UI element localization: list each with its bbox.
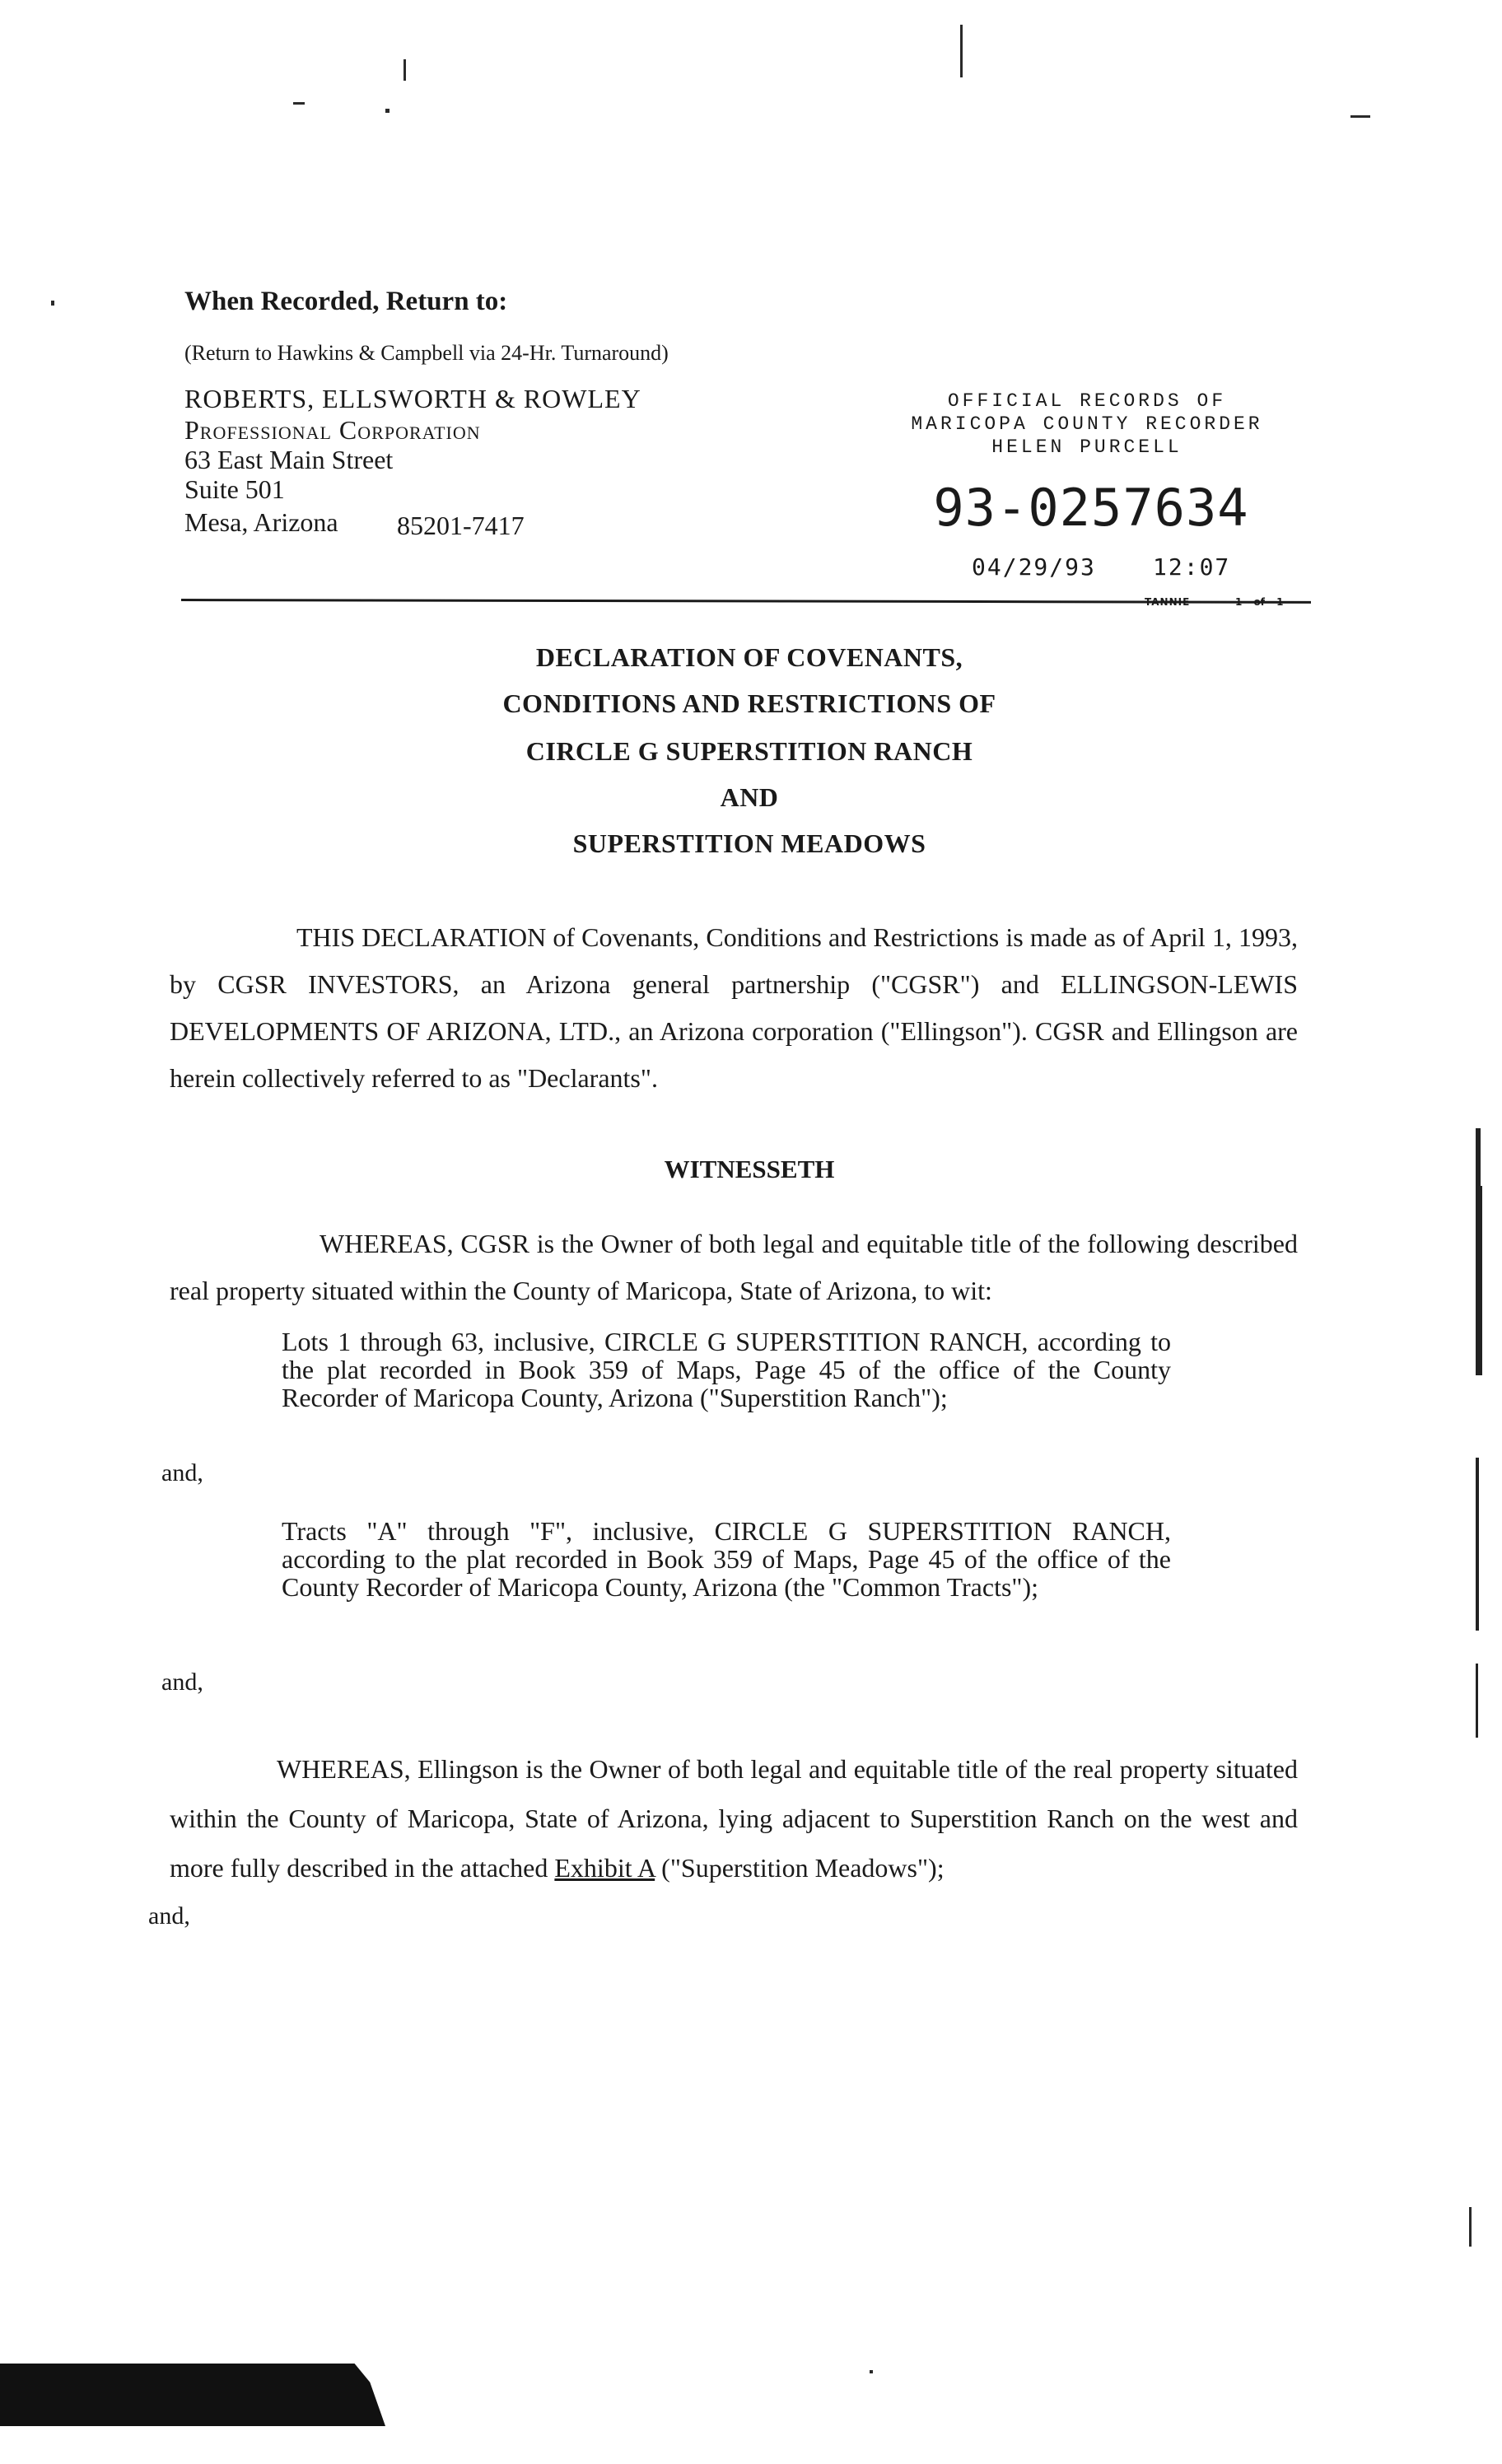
recorder-stamp-line-2: MARICOPA COUNTY RECORDER (911, 413, 1263, 435)
scan-edge-mark (1476, 1664, 1478, 1738)
whereas-ellingson-text: WHEREAS, Ellingson is the Owner of both legal and equitable title of the real property situated within the County of Maricopa, State of Arizona, lying adjacent to Superstition Ranch on the west and more fully described in the attached (170, 1754, 1298, 1883)
tracts-description: Tracts "A" through "F", inclusive, CIRCLE G SUPERSTITION RANCH, according to the plat recorded in Book 359 of Maps, Page 45 of the office of the County Recorder of Maricopa County, Arizona (the "Common Tracts"); (282, 1516, 1171, 1602)
recording-number: 93-0257634 (933, 478, 1249, 538)
exhibit-a-reference: Exhibit A (554, 1853, 655, 1883)
title-line-2: CONDITIONS AND RESTRICTIONS OF (502, 688, 996, 718)
scan-mark (385, 109, 389, 113)
recorder-stamp-line-3: HELEN PURCELL (991, 436, 1182, 458)
whereas-ellingson-suffix: ("Superstition Meadows"); (655, 1853, 945, 1883)
title-line-4: AND (720, 782, 779, 812)
header-divider (181, 599, 1311, 604)
witnesseth-heading: WITNESSETH (664, 1155, 835, 1183)
suite-line: Suite 501 (184, 474, 285, 504)
whereas-cgsr-paragraph: WHEREAS, CGSR is the Owner of both legal and equitable title of the following described real property situated within the County of Maricopa, State of Arizona, to wit: (170, 1229, 1298, 1305)
and-connector: and, (148, 1902, 190, 1930)
return-to-heading: When Recorded, Return to: (184, 287, 508, 316)
recording-time: 12:07 (1153, 553, 1231, 581)
firm-name: ROBERTS, ELLSWORTH & ROWLEY (184, 384, 641, 413)
title-line-1: DECLARATION OF COVENANTS, (535, 642, 963, 672)
whereas-ellingson-paragraph (170, 1744, 1298, 1892)
zip-code: 85201-7417 (397, 511, 525, 540)
title-line-5: SUPERSTITION MEADOWS (572, 828, 926, 858)
and-connector: and, (161, 1459, 203, 1486)
return-note: (Return to Hawkins & Campbell via 24-Hr. Turnaround) (184, 341, 669, 365)
scan-edge-mark (1476, 1186, 1482, 1375)
scan-edge-blot (0, 2364, 385, 2426)
scan-mark (1350, 115, 1370, 118)
city-state: Mesa, Arizona (184, 507, 338, 537)
title-line-3: CIRCLE G SUPERSTITION RANCH (525, 736, 973, 766)
scan-mark (293, 102, 305, 105)
scan-mark (1469, 2207, 1472, 2247)
corporation-line: Professional Corporation (184, 415, 481, 445)
and-connector: and, (161, 1668, 203, 1696)
recorder-stamp-line-1: OFFICIAL RECORDS OF (947, 390, 1227, 412)
scan-mark (960, 25, 963, 77)
recording-date: 04/29/93 (972, 553, 1096, 581)
scan-edge-mark (1476, 1458, 1479, 1631)
street-address: 63 East Main Street (184, 445, 394, 474)
scan-mark (51, 301, 54, 306)
scan-mark (870, 2370, 873, 2373)
scan-mark (403, 59, 406, 81)
lots-description: Lots 1 through 63, inclusive, CIRCLE G SUPERSTITION RANCH, according to the plat recorded in Book 359 of Maps, Page 45 of the office of the County Recorder of Maricopa County, Arizona ("Superstition Ranch"); (282, 1327, 1171, 1412)
intro-paragraph: THIS DECLARATION of Covenants, Conditions and Restrictions is made as of April 1, 1993, by CGSR INVESTORS, an Arizona general partnership ("CGSR") and ELLINGSON-LEWIS DEVELOPMENTS OF ARIZONA, LTD., an Arizona corporation ("Ellingson"). CGSR and Ellingson are herein collectively referred to as "Declarants". (170, 922, 1298, 1093)
